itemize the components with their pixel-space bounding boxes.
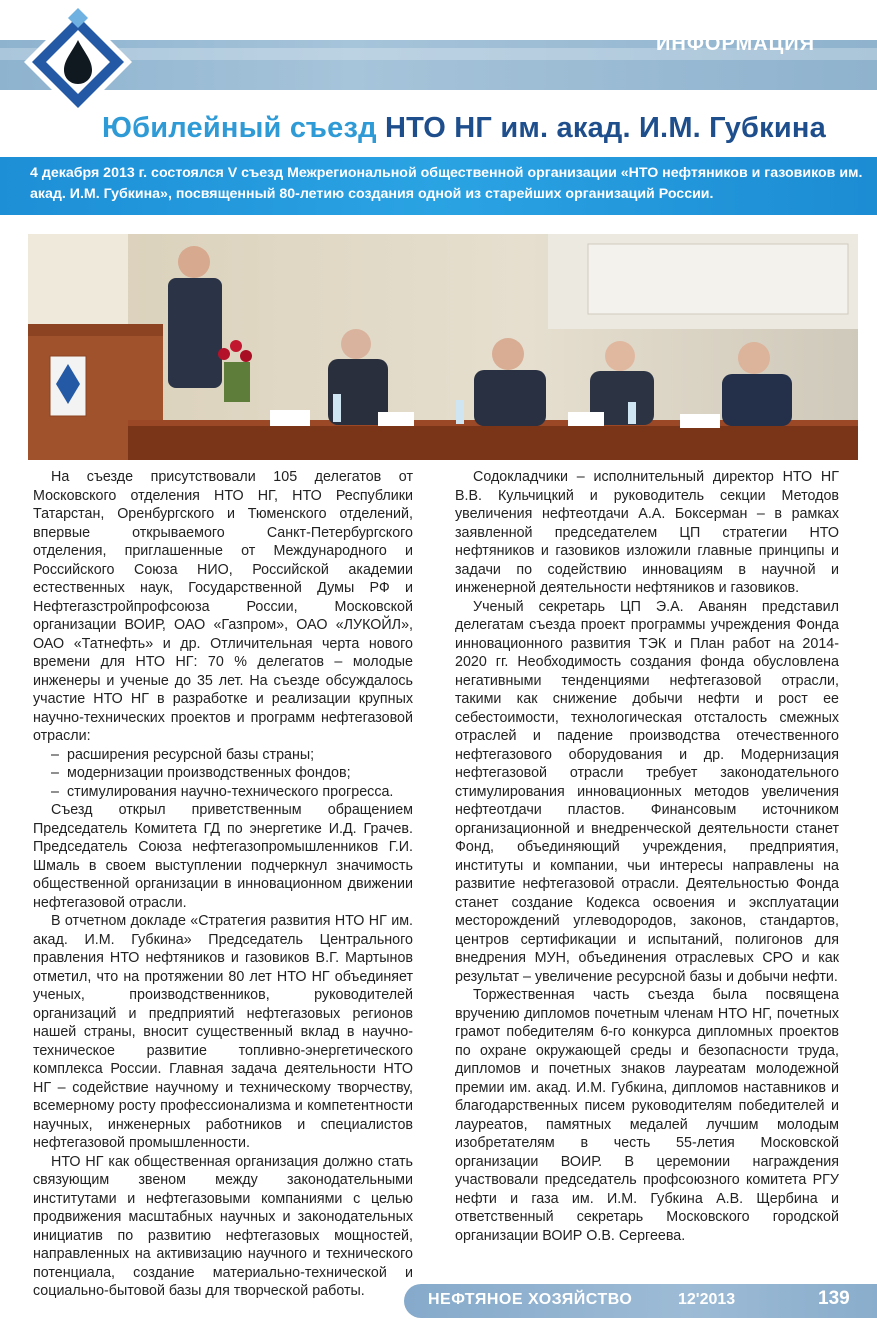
list-item: – расширения ресурсной базы страны; <box>51 746 315 763</box>
left-paragraph-2: Съезд открыл приветственным обращением Председатель Комитета ГД по энергетике И.Д. Грачев. Председатель Союза нефтегазопромышленников Г.И. Шмаль в своем выступлении подчеркнул значимость общественной организации в инновационном движении нефтегазовой отрасли. <box>33 802 413 911</box>
article-title-part2: НТО НГ им. акад. И.М. Губкина <box>384 112 826 144</box>
list-item: – стимулирования научно-технического прогресса. <box>51 783 394 800</box>
article-title-part1: Юбилейный съезд <box>102 112 385 144</box>
right-paragraph-3: Торжественная часть съезда была посвящена вручению дипломов почетным членам НТО НГ, почетных грамот победителям 6-го конкурса дипломных проектов по охране окружающей среды и безопасности труда, дипломов и почетных знаков лауреатам молодежной премии им. акад. И.М. Губкина, дипломов наставников и благодарственных писем руководителям победителей и лауреатов, памятных медалей лучшим молодым изобретателям в честь 55-летия Московской организации ВОИР. В церемонии награждения участвовали председатель профсоюзного комитета РГУ нефти и газа им. И.М. Губкина А.В. Щербина и ответственный секретарь Московского городской организации ВОИР О.В. Сергеева. <box>455 987 839 1244</box>
lead-text: 4 декабря 2013 г. состоялся V съезд Межрегиональной общественной организации «НТО нефтяников и газовиков им. акад. И.М. Губкина», посвященный 80-летию создания одной из старейших организаций России. <box>30 165 863 202</box>
article-title <box>84 112 844 145</box>
right-column <box>455 468 839 1245</box>
goals-list <box>33 746 413 802</box>
congress-photo <box>28 234 858 460</box>
left-paragraph-1: На съезде присутствовали 105 делегатов от Московского отделения НТО НГ, НТО Республики Татарстан, Оренбургского и Тюменского отделений, впервые открываемого Санкт-Петербургского отделения, приглашенные от Международного и Российского Союза НИО, Российской академии естественных наук, Государственной Думы РФ и Нефтегазстройпрофсоюза России, Московской организации ВОИР, ОАО «Газпром», ОАО «ЛУКОЙЛ», ОАО «Татнефть» и др. Отличительная черта нового времени для НТО НГ: 70 % делегатов – молодые инженеры и ученые до 35 лет. На съезде обсуждалось участие НТО НГ в разработке и реализации крупных научно-технических проектов и программ нефтегазовой отрасли: <box>33 469 413 744</box>
right-paragraph-1: Содокладчики – исполнительный директор НТО НГ В.В. Кульчицкий и руководитель секции Методов увеличения нефтеотдачи А.А. Боксерман – в рамках заявленной председателем ЦП стратегии НТО нефтяников и газовиков изложили главные принципы и задачи по содействию инновациям в научной и инженерной деятельности нефтяников и газовиков. <box>455 469 839 596</box>
right-paragraph-2: Ученый секретарь ЦП Э.А. Аванян представил делегатам съезда проект программы учреждения Фонда инновационного развития ТЭК и План работ на 2014-2020 гг. Необходимость создания фонда обусловлена негативными тенденциями нефтегазовой отрасли, такими как снижение добычи нефти и рост ее себестоимости, технологическая отсталость смежных отраслей и падение производства отечественного нефтегазового оборудования и др. Модернизация нефтегазовой отрасли требует законодательного стимулирования инновационных методов увеличения нефтеотдачи пластов. Финансовым источником организационной и внедренческой деятельности станет Фонд, объединяющий учреждения, предприятия, институты и компании, чьи интересы направлены на развитие нефтегазовой отрасли. Деятельностью Фонда станет создание Кодекса освоения и эксплуатации месторождений углеводородов, законов, стандартов, центров сертификации и испытаний, полигонов для внедрения МУН, объединения отраслевых СРО и как результат – увеличение ресурсной базы и добычи нефти. <box>455 598 839 985</box>
section-label: ИНФОРМАЦИЯ <box>656 33 815 55</box>
page-number: 139 <box>818 1288 850 1309</box>
left-paragraph-4: НТО НГ как общественная организация должно стать связующим звеном между законодательными институтами и нефтегазовыми компаниями с целью продвижения масштабных научных и законодательных инициатив по развитию нефтегазовых мощностей, направленных на активизацию научного и технического потенциала, создание материально-технической и социально-бытовой базы для творческой работы. <box>33 1153 413 1299</box>
lead-banner <box>0 157 877 215</box>
issue-number: 12'2013 <box>678 1291 736 1308</box>
list-item-text: расширения ресурсной базы страны; <box>67 746 315 763</box>
organization-logo-icon <box>22 6 134 118</box>
list-item-text: модернизации производственных фондов; <box>67 765 351 781</box>
left-column <box>33 468 413 1301</box>
list-item-text: стимулирования научно-технического прогресса. <box>67 783 394 800</box>
journal-name: НЕФТЯНОЕ ХОЗЯЙСТВО <box>428 1291 633 1308</box>
list-item: – модернизации производственных фондов; <box>51 765 351 781</box>
left-paragraph-3: В отчетном докладе «Стратегия развития НТО НГ им. акад. И.М. Губкина» Председатель Центрального правления НТО нефтяников и газовиков В.Г. Мартынов отметил, что на протяжении 80 лет НТО НГ объединяет ученых, производственников, руководителей организаций и предприятий нефтегазовых регионов нашей страны, вносит существенный вклад в научно-техническое развитие топливно-энергетического комплекса России. Главная задача деятельности НТО НГ – содействие научному и техническому творчеству, всемерному росту профессионализма и компетентности научных, инженерных работников и специалистов нефтегазовой промышленности. <box>33 913 413 1151</box>
